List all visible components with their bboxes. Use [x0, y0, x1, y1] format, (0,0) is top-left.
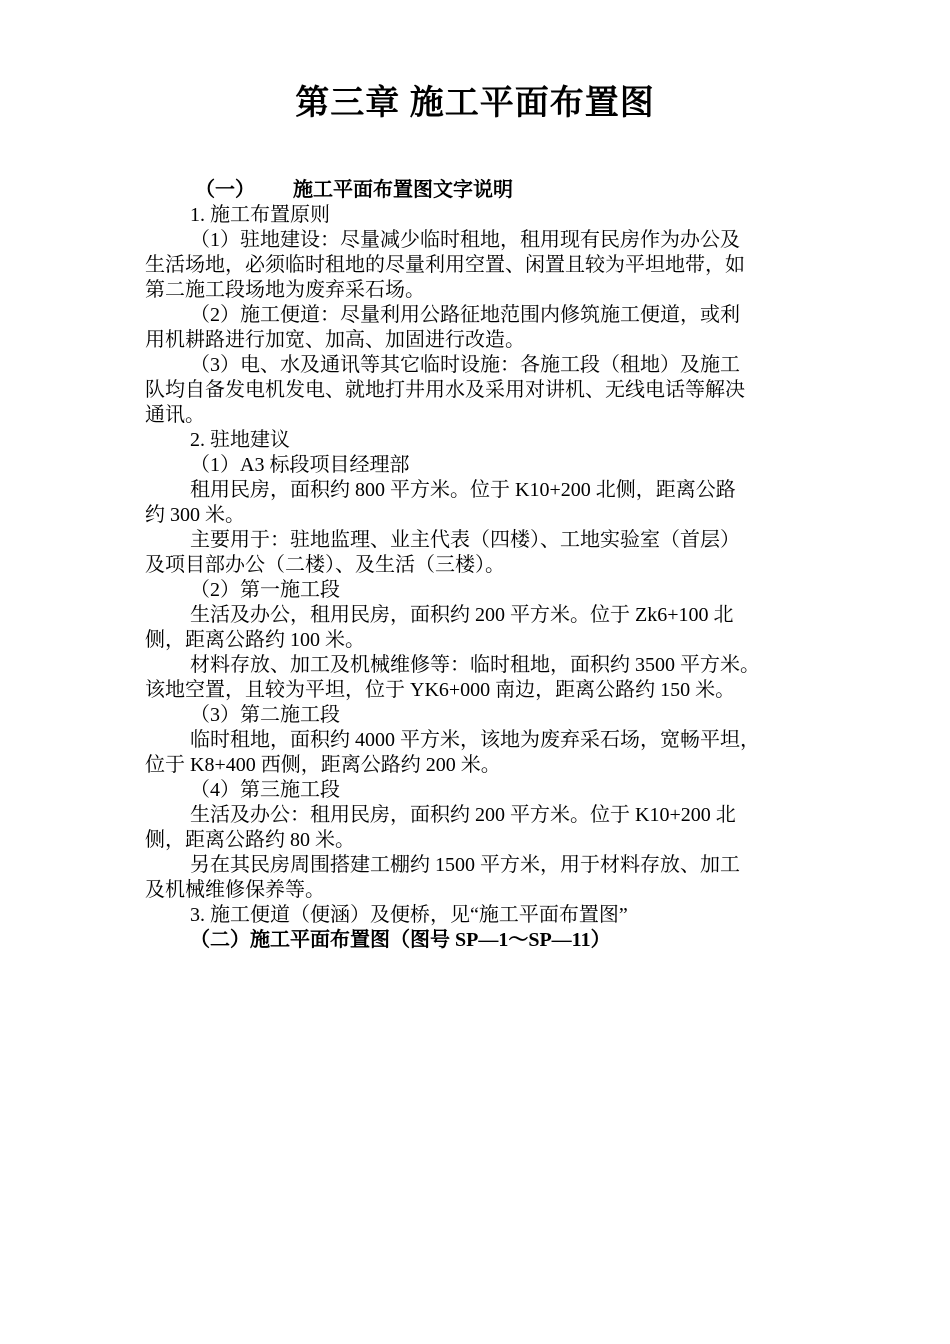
- text-line: 用机耕路进行加宽、加高、加固进行改造。: [145, 329, 525, 351]
- section-heading-1: [145, 178, 813, 203]
- text-line: 另在其民房周围搭建工棚约 1500 平方米，用于材料存放、加工: [190, 854, 740, 876]
- text-line: 通讯。: [145, 404, 205, 426]
- section-heading-2: （二）施工平面布置图（图号 SP—1～SP—11）: [190, 929, 611, 951]
- text-line: （1）驻地建设：尽量减少临时租地，租用现有民房作为办公及: [190, 229, 740, 251]
- text-line: 租用民房，面积约 800 平方米。位于 K10+200 北侧，距离公路: [190, 479, 736, 501]
- section-title: 施工平面布置图文字说明: [293, 179, 513, 201]
- text-line: （2）施工便道：尽量利用公路征地范围内修筑施工便道，或利: [190, 304, 740, 326]
- text-line: 侧，距离公路约 80 米。: [145, 829, 355, 851]
- text-line: （4）第三施工段: [190, 779, 340, 801]
- text-line: 第二施工段场地为废弃采石场。: [145, 279, 425, 301]
- text-line: 约 300 米。: [145, 504, 245, 526]
- text-line: 2. 驻地建议: [190, 429, 290, 451]
- text-line: 生活场地，必须临时租地的尽量利用空置、闲置且较为平坦地带，如: [145, 254, 745, 276]
- text-line: 生活及办公，租用民房，面积约 200 平方米。位于 Zk6+100 北: [190, 604, 734, 626]
- text-line: 1. 施工布置原则: [190, 204, 330, 226]
- document-body: [145, 178, 813, 953]
- page-title: 第三章 施工平面布置图: [295, 85, 655, 122]
- text-line: 及项目部办公（二楼）、及生活（三楼）。: [145, 554, 505, 576]
- text-line: 3. 施工便道（便涵）及便桥，见“施工平面布置图”: [190, 904, 628, 926]
- text-line: （1）A3 标段项目经理部: [190, 454, 410, 476]
- text-line: 侧，距离公路约 100 米。: [145, 629, 365, 651]
- text-line: 位于 K8+400 西侧，距离公路约 200 米。: [145, 754, 501, 776]
- text-line: 队均自备发电机发电、就地打井用水及采用对讲机、无线电话等解决: [145, 379, 745, 401]
- text-line: （3）电、水及通讯等其它临时设施：各施工段（租地）及施工: [190, 354, 740, 376]
- text-line: 材料存放、加工及机械维修等：临时租地，面积约 3500 平方米。: [190, 654, 760, 676]
- text-line: （3）第二施工段: [190, 704, 340, 726]
- text-line: 及机械维修保养等。: [145, 879, 325, 901]
- text-line: 该地空置，且较为平坦，位于 YK6+000 南边，距离公路约 150 米。: [145, 679, 736, 701]
- text-line: 生活及办公：租用民房，面积约 200 平方米。位于 K10+200 北: [190, 804, 736, 826]
- text-line: （2）第一施工段: [190, 579, 340, 601]
- section-number: （一）: [195, 179, 255, 201]
- text-line: 主要用于：驻地监理、业主代表（四楼）、工地实验室（首层）: [190, 529, 740, 551]
- text-line: 临时租地，面积约 4000 平方米，该地为废弃采石场，宽畅平坦，: [190, 729, 760, 751]
